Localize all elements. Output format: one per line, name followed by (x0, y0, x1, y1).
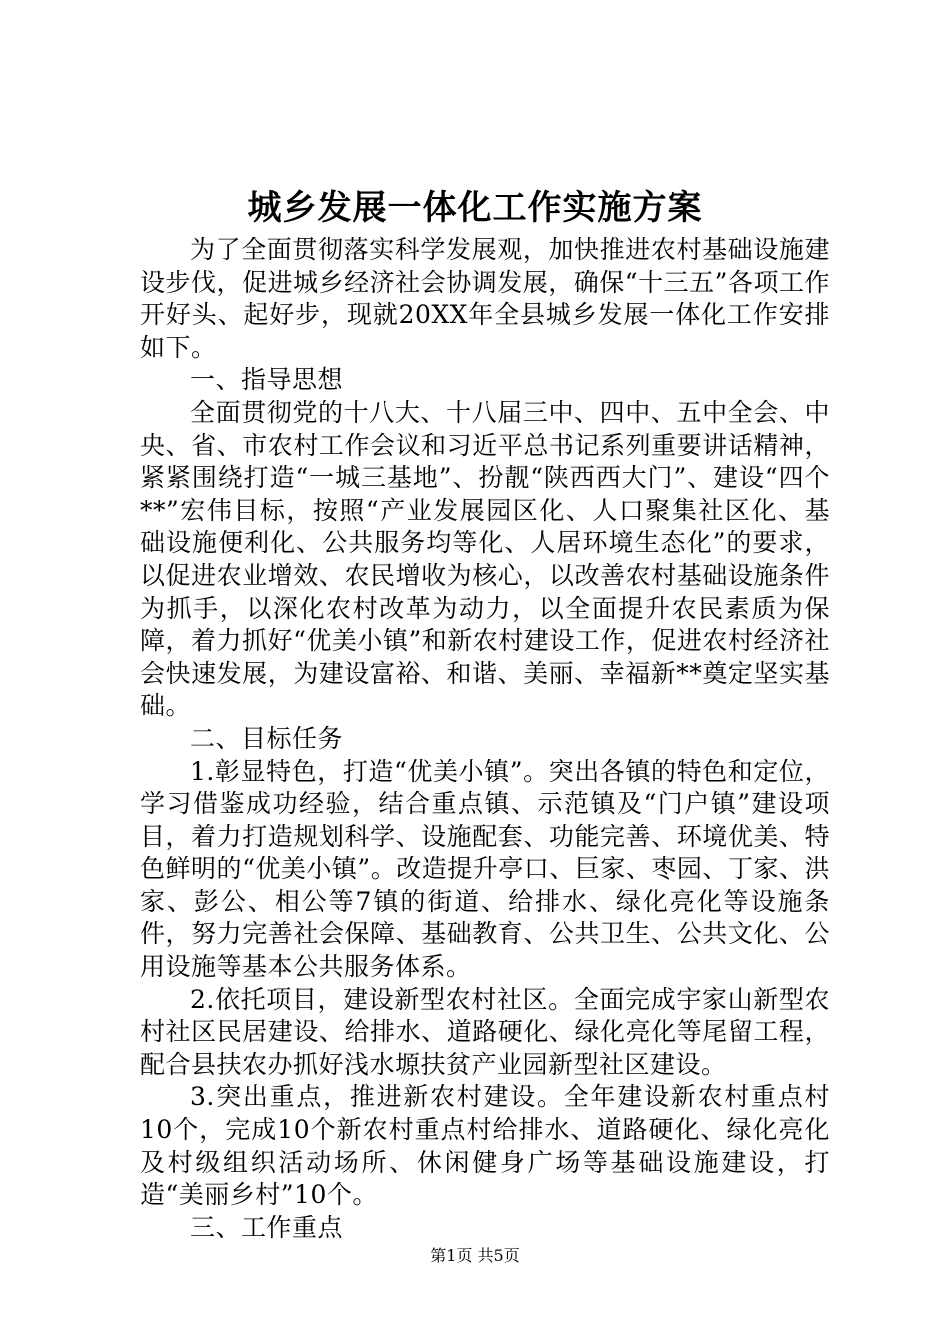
paragraph-goal-1: 1.彰显特色，打造“优美小镇”。突出各镇的特色和定位，学习借鉴成功经验，结合重点镇、示范镇及“门户镇”建设项目，着力打造规划科学、设施配套、功能完善、环境优美、特色鲜明的“优美小镇”。改造提升亭口、巨家、枣园、丁家、洪家、彭公、相公等7镇的街道、给排水、绿化亮化等设施条件，努力完善社会保障、基础教育、公共卫生、公共文化、公用设施等基本公共服务体系。 (140, 756, 830, 982)
paragraph-guiding-ideology: 全面贯彻党的十八大、十八届三中、四中、五中全会、中央、省、市农村工作会议和习近平总书记系列重要讲话精神，紧紧围绕打造“一城三基地”、扮靓“陕西西大门”、建设“四个**”宏伟目标，按照“产业发展园区化、人口聚集社区化、基础设施便利化、公共服务均等化、人居环境生态化”的要求，以促进农业增效、农民增收为核心，以改善农村基础设施条件为抓手，以深化农村改革为动力，以全面提升农民素质为保障，着力抓好“优美小镇”和新农村建设工作，促进农村经济社会快速发展，为建设富裕、和谐、美丽、幸福新**奠定坚实基础。 (140, 397, 830, 721)
paragraph-intro: 为了全面贯彻落实科学发展观，加快推进农村基础设施建设步伐，促进城乡经济社会协调发展，确保“十三五”各项工作开好头、起好步，现就20XX年全县城乡发展一体化工作安排如下。 (140, 235, 830, 362)
document-body (140, 234, 830, 1244)
heading-goals-tasks: 二、目标任务 (190, 723, 344, 753)
document-title: 城乡发展一体化工作实施方案 (247, 188, 703, 228)
heading-work-focus: 三、工作重点 (190, 1212, 344, 1242)
paragraph-goal-2: 2.依托项目，建设新型农村社区。全面完成宇家山新型农村社区民居建设、给排水、道路硬化、绿化亮化等尾留工程，配合县扶农办抓好浅水塬扶贫产业园新型社区建设。 (140, 984, 830, 1079)
paragraph-goal-3: 3.突出重点，推进新农村建设。全年建设新农村重点村10个，完成10个新农村重点村给排水、道路硬化、绿化亮化及村级组织活动场所、休闲健身广场等基础设施建设，打造“美丽乡村”10个。 (140, 1082, 830, 1210)
page-number-footer: 第1页 共5页 (430, 1246, 520, 1265)
heading-guiding-ideology: 一、指导思想 (190, 365, 344, 395)
